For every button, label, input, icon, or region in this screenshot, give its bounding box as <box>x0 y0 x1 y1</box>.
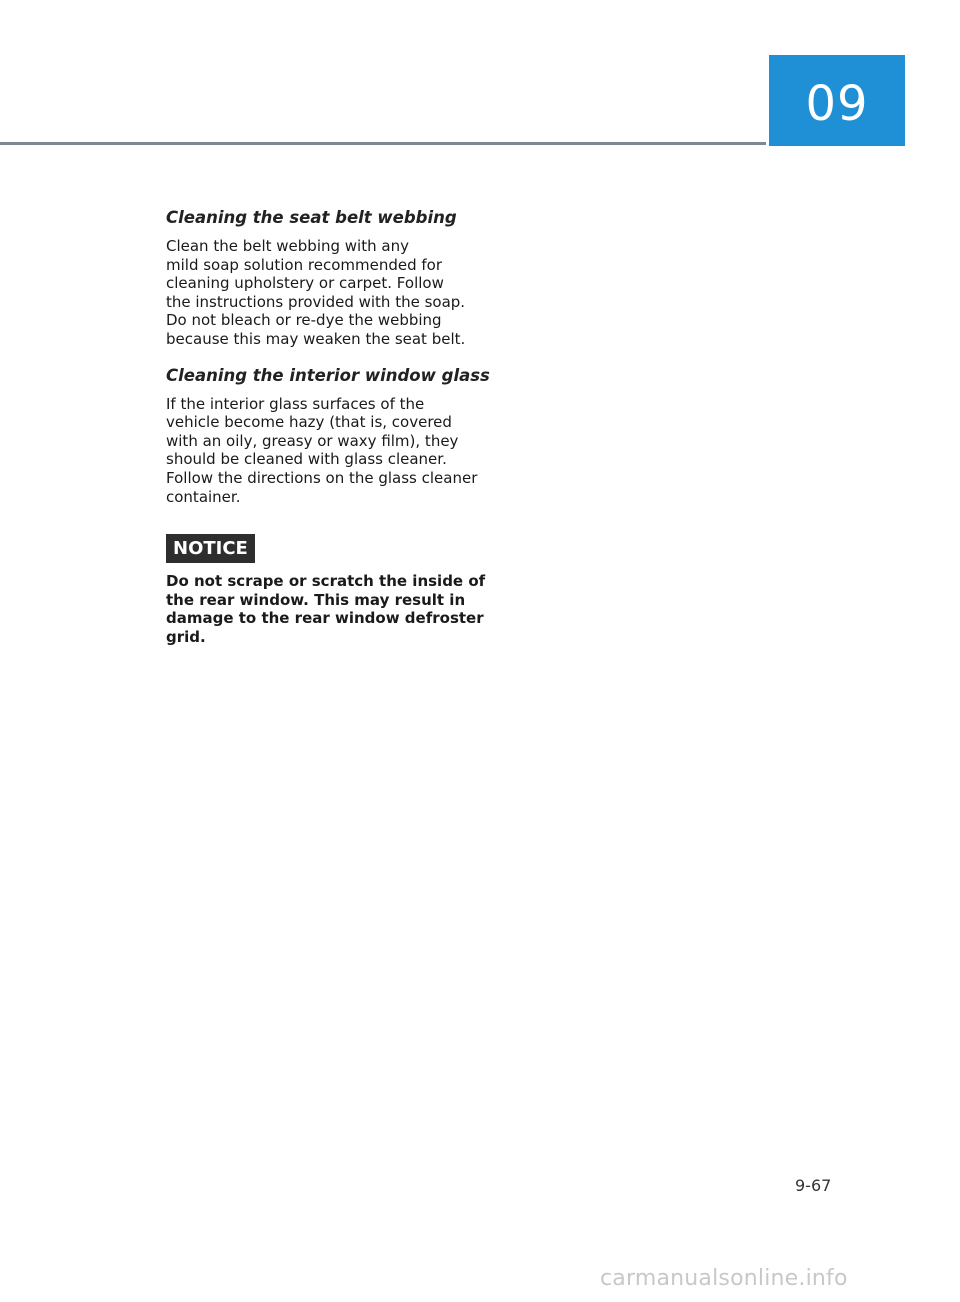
section-interior-window-glass <box>166 363 496 507</box>
watermark: carmanualsonline.info <box>600 1266 848 1291</box>
page-number: 9-67 <box>795 1176 832 1195</box>
section-heading: Cleaning the seat belt webbing <box>166 208 457 227</box>
chapter-tab <box>769 55 905 146</box>
section-heading: Cleaning the interior window glass <box>166 365 490 385</box>
notice-box <box>166 520 496 646</box>
chapter-number: 09 <box>805 75 869 132</box>
page-content <box>166 205 496 647</box>
notice-label: NOTICE <box>166 534 255 563</box>
section-body: If the interior glass surfaces of the vehicle become hazy (that is, covered with an oily, greasy or waxy film), they should be cleaned with glass cleaner. Follow the directions on the glass cleaner container. <box>166 394 478 506</box>
header-rule <box>0 142 766 145</box>
section-seat-belt-webbing <box>166 205 496 349</box>
notice-text: Do not scrape or scratch the inside of the rear window. This may result in damage to the rear window defroster grid. <box>166 572 486 646</box>
section-body: Clean the belt webbing with any mild soap solution recommended for cleaning upholstery or carpet. Follow the instructions provided with the soap. Do not bleach or re-dye the webbing because this may weaken the seat belt. <box>166 237 466 348</box>
